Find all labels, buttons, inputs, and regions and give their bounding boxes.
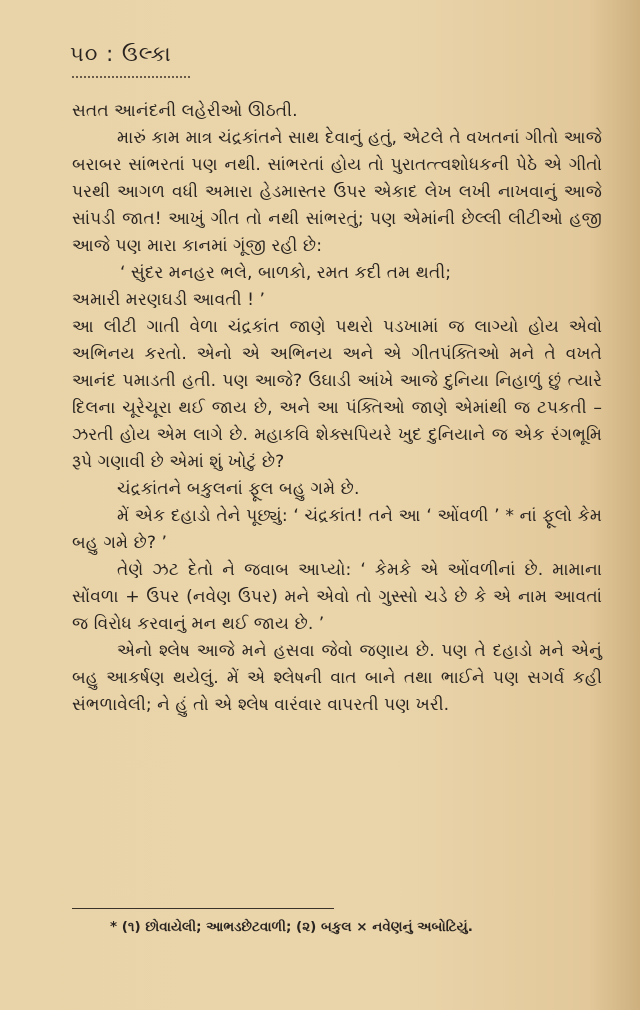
paragraph-3: આ લીટી ગાતી વેળા ચંદ્રકાંત જાણે પથરો પડખામાં જ લાગ્યો હોય એવો અભિનય કરતો. એનો એ અભિનય અને એ ગીતપંક્તિઓ મને તે વખતે આનંદ પમાડતી હતી. પણ આજે? ઉઘાડી આંખે આજે દુનિયા નિહાળું છું ત્યારે દિલના ચૂરેચૂરા થઈ જાય છે, અને આ પંક્તિઓ જાણે એમાંથી જ ટપકતી – ઝરતી હોય એમ લાગે છે. મહાકવિ શેક્સપિયરે ખુદ દુનિયાને જ એક રંગભૂમિ રૂપે ગણાવી છે એમાં શું ખોટું છે? [72,317,602,472]
page-header: ૫૦ : ઉલ્કા [70,42,172,66]
paragraph-1: સતત આનંદની લહેરીઓ ઊઠતી. [72,101,298,121]
footnote-divider [72,908,334,909]
paragraph-5: મેં એક દહાડો તેને પૂછ્યું: ‘ ચંદ્રકાંત! તને આ ‘ ઓંવળી ’ * નાં ફૂલો કેમ બહુ ગમે છે? ’ [72,506,602,553]
paragraph-6: તેણે ઝટ દેતો ને જવાબ આપ્યો: ‘ કેમકે એ ઓંવળીનાં છે. મામાના સોંવળા + ઉપર (નવેણ ઉપર) મને એવો તો ગુસ્સો ચડે છે કે એ નામ આવતાં જ વિરોધ કરવાનું મન થઈ જાય છે. ’ [72,560,602,634]
paragraph-2: મારું કામ માત્ર ચંદ્રકાંતને સાથ દેવાનું હતું, એટલે તે વખતનાં ગીતો આજે બરાબર સાંભરતાં પણ નથી. સાંભરતાં હોય તો પુરાતત્ત્વશોધકની પેઠે એ ગીતો પરથી આગળ વધી અમારા હેડમાસ્તર ઉપર એકાદ લેખ લખી નાખવાનું આજે સાંપડી જાત! આખું ગીત તો નથી સાંભરતું; પણ એમાંની છેલ્લી લીટીઓ હજી આજે પણ મારા કાનમાં ગૂંજી રહી છે: [72,128,602,256]
page-body [72,98,602,719]
verse-line-2: અમારી મરણઘડી આવતી ! ’ [72,290,265,310]
header-decorative-rule [72,70,190,78]
verse-line-1: ‘ સુંદર મનહર ભલે, બાળકો, રમત કદી તમ થતી; [120,263,452,283]
footnote: * (૧) છોવાયેલી; આભડછેટવાળી; (૨) બકુલ × નવેણનું અબોટિયું. [110,919,473,935]
paragraph-4: ચંદ્રકાંતને બકુલનાં ફૂલ બહુ ગમે છે. [117,479,360,499]
paragraph-7: એનો શ્લેષ આજે મને હસવા જેવો જણાય છે. પણ તે દહાડો મને એનું બહુ આકર્ષણ થયેલું. મેં એ શ્લેષની વાત બાને તથા ભાઈને પણ સગર્વ કહી સંભળાવેલી; ને હું તો એ શ્લેષ વારંવાર વાપરતી પણ ખરી. [72,641,602,715]
